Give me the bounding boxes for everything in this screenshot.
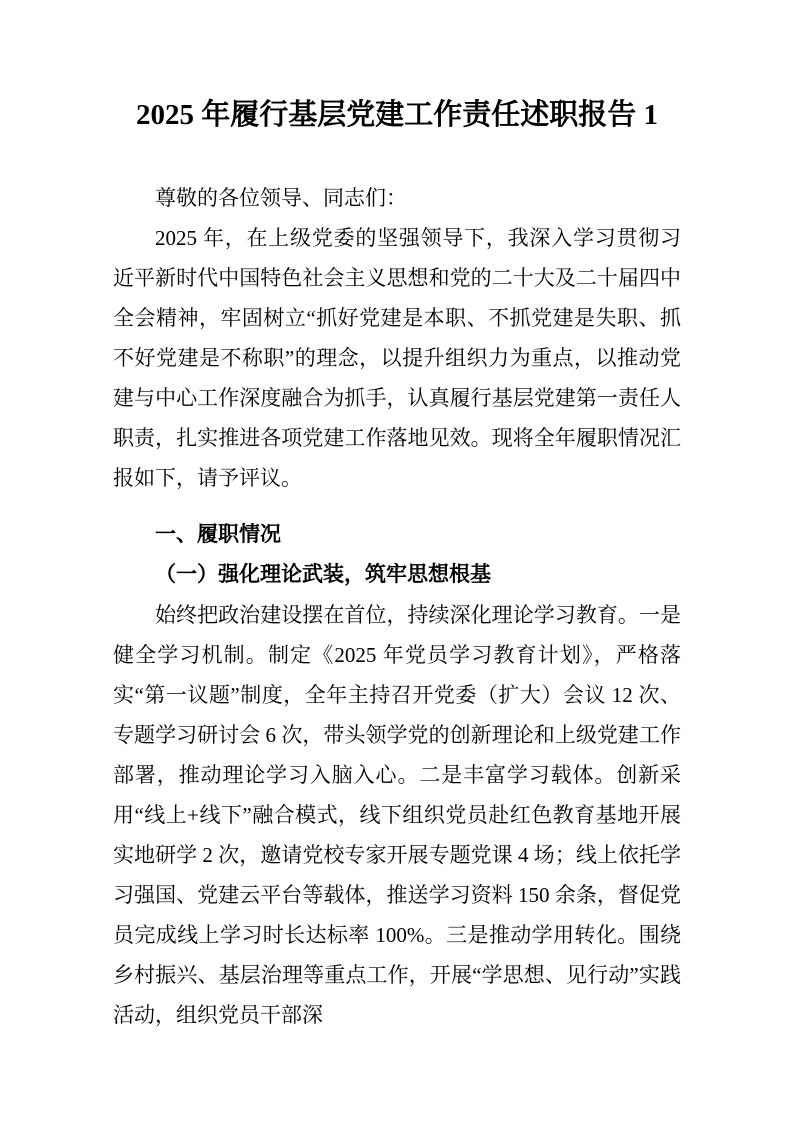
paragraph-intro: 2025 年，在上级党委的坚强领导下，我深入学习贯彻习近平新时代中国特色社会主义思想和党的二十大及二十届四中全会精神，牢固树立“抓好党建是本职、不抓党建是失职、抓不好党建是不称职”的理念，以提升组织力为重点，以推动党建与中心工作深度融合为抓手，认真履行基层党建第一责任人职责，扎实推进各项党建工作落地见效。现将全年履职情况汇报如下，请予评议。 (113, 226, 681, 490)
heading-section-1: 一、履职情况 (155, 523, 281, 546)
paragraph-subsection-1-1-body: 始终把政治建设摆在首位，持续深化理论学习教育。一是健全学习机制。制定《2025 年党员学习教育计划》，严格落实“第一议题”制度，全年主持召开党委（扩大）会议 12 次、专题学习研讨会 6 次，带头领学党的创新理论和上级党建工作部署，推动理论学习入脑入心。二是丰富学习载体。创新采用“线上+线下”融合模式，线下组织党员赴红色教育基地开展实地研学 2 次，邀请党校专家开展专题党课 4 场；线上依托学习强国、党建云平台等载体，推送学习资料 150 余条，督促党员完成线上学习时长达标率 100%。三是推动学用转化。围绕乡村振兴、基层治理等重点工作，开展“学思想、见行动”实践活动，组织党员干部深 (113, 603, 681, 1027)
document-title: 2025 年履行基层党建工作责任述职报告 1 (135, 99, 658, 131)
document-body (113, 178, 681, 1035)
heading-subsection-1-1: （一）强化理论武装，筑牢思想根基 (155, 563, 491, 586)
paragraph-salutation: 尊敬的各位领导、同志们： (155, 186, 407, 210)
